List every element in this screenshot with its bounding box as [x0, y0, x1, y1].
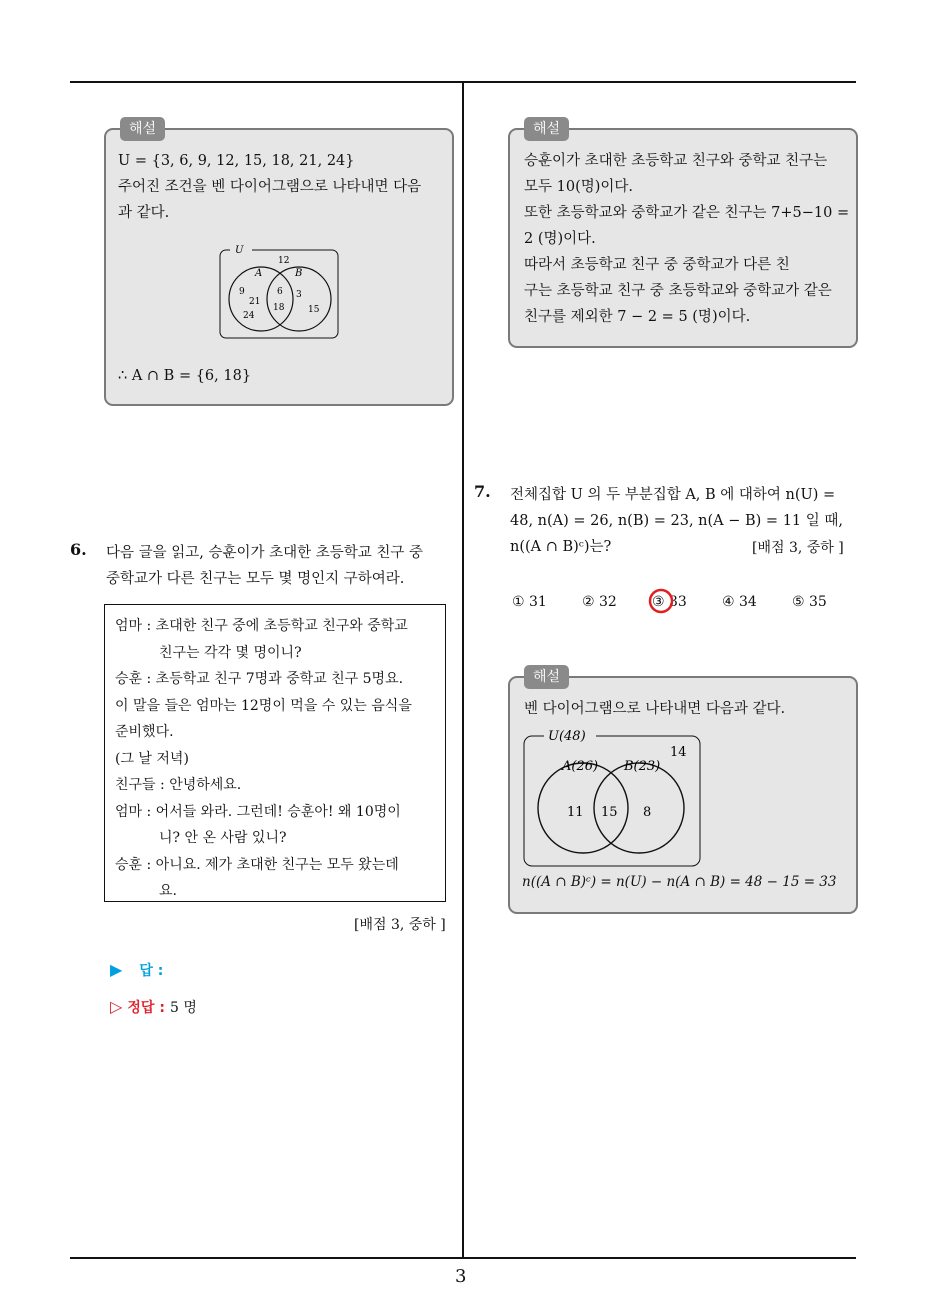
story-line: 엄마 : 초대한 친구 중에 초등학교 친구와 중학교 — [115, 618, 408, 634]
solution-line: 승훈이가 초대한 초등학교 친구와 중학교 친구는 — [524, 153, 828, 169]
question-number-7: 7. — [474, 482, 491, 501]
story-line: 니? 안 온 사람 있니? — [159, 830, 287, 846]
solution-line: 따라서 초등학교 친구 중 중학교가 다른 친 — [524, 257, 790, 273]
story-line: (그 날 저녁) — [115, 750, 189, 767]
venn-value: 24 — [243, 311, 255, 321]
solution-text: 벤 다이어그램으로 나타내면 다음과 같다. — [524, 701, 786, 717]
solution-text: 과 같다. — [118, 205, 170, 221]
venn-diagram-q5 — [218, 244, 344, 340]
story-line: 승훈 : 초등학교 친구 7명과 중학교 친구 5명요. — [115, 671, 404, 687]
column-divider — [462, 82, 464, 1258]
venn-value: 12 — [278, 256, 290, 266]
venn-value: 3 — [296, 290, 302, 300]
venn-value: 6 — [277, 287, 283, 297]
correct-label: 정답 : — [127, 1000, 165, 1016]
solution-line: 2 (명)이다. — [524, 231, 596, 247]
venn-label-A: A — [255, 268, 263, 279]
story-box — [104, 604, 446, 902]
question-number-6: 6. — [70, 540, 87, 559]
venn-value: 14 — [670, 745, 687, 760]
choice-2[interactable]: ② 32 — [582, 594, 617, 610]
question-text: 다음 글을 읽고, 승훈이가 초대한 초등학교 친구 중 — [106, 545, 424, 561]
venn-diagram-q7 — [522, 728, 702, 868]
answer-choices — [512, 594, 852, 616]
venn-label-B: B(23) — [624, 759, 661, 774]
question-text: 전체집합 U 의 두 부분집합 A, B 에 대하여 n(U) = — [510, 487, 836, 503]
conclusion-text: ∴ A ∩ B = {6, 18} — [118, 368, 252, 384]
correct-arrow-icon: ▷ — [110, 997, 123, 1016]
venn-label-U: U(48) — [548, 729, 586, 744]
universal-set-line: U = {3, 6, 9, 12, 15, 18, 21, 24} — [118, 153, 355, 169]
venn-label-U: U — [235, 245, 244, 256]
answer-label: 답 : — [139, 963, 164, 979]
solution-line: 또한 초등학교와 중학교가 같은 친구는 7+5−10 = — [524, 205, 850, 221]
story-line: 친구들 : 안녕하세요. — [115, 777, 242, 793]
correct-value: 5 명 — [170, 1000, 197, 1016]
solution-tag: 해설 — [524, 117, 569, 141]
venn-value: 21 — [249, 297, 261, 307]
solution-text: 주어진 조건을 벤 다이어그램으로 나타내면 다음 — [118, 179, 422, 195]
selected-mark-icon — [647, 587, 675, 615]
score-label: [배점 3, 중하 ] — [354, 917, 446, 933]
story-line: 승훈 : 아니요. 제가 초대한 친구는 모두 왔는데 — [115, 856, 399, 873]
solution-tag: 해설 — [120, 117, 165, 141]
answer-row — [110, 960, 163, 980]
solution-line: 모두 10(명)이다. — [524, 179, 634, 195]
solution-lines — [524, 148, 854, 330]
solution-tag: 해설 — [524, 665, 569, 689]
choice-1[interactable]: ① 31 — [512, 594, 547, 610]
choice-3[interactable]: ③ 33 — [652, 594, 687, 610]
venn-value: 15 — [601, 805, 618, 820]
page-number: 3 — [455, 1266, 467, 1287]
story-line: 친구는 각각 몇 명이니? — [159, 644, 302, 661]
score-label: [배점 3, 중하 ] — [752, 540, 844, 556]
formula-text: n((A ∩ B)ᶜ) = n(U) − n(A ∩ B) = 48 − 15 = 33 — [522, 874, 837, 890]
venn-value: 15 — [308, 305, 320, 315]
solution-line: 친구를 제외한 7 − 2 = 5 (명)이다. — [524, 309, 751, 325]
story-line: 엄마 : 어서들 와라. 그런데! 승훈아! 왜 10명이 — [115, 803, 401, 820]
story-line: 준비했다. — [115, 724, 174, 740]
venn-label-A: A(26) — [562, 759, 599, 774]
story-line: 이 말을 들은 엄마는 12명이 먹을 수 있는 음식을 — [115, 697, 412, 714]
venn-label-B: B — [295, 268, 303, 279]
venn-value: 8 — [643, 805, 652, 820]
question-text: 48, n(A) = 26, n(B) = 23, n(A − B) = 11 일 때, — [510, 513, 843, 529]
question-text: 중학교가 다른 친구는 모두 몇 명인지 구하여라. — [106, 571, 405, 587]
correct-answer-row — [110, 997, 197, 1017]
venn-value: 18 — [273, 303, 285, 313]
venn-value: 9 — [239, 287, 245, 297]
question-text: n((A ∩ B)ᶜ)는? — [510, 539, 612, 555]
choice-4[interactable]: ④ 34 — [722, 594, 757, 610]
solution-box-q5 — [104, 121, 454, 406]
answer-arrow-icon: ▶ — [110, 960, 123, 979]
solution-line: 구는 초등학교 친구 중 초등학교와 중학교가 같은 — [524, 283, 832, 299]
solution-box-q7 — [508, 669, 858, 914]
venn-value: 11 — [567, 805, 584, 820]
story-line: 요. — [159, 883, 177, 899]
choice-5[interactable]: ⑤ 35 — [792, 594, 827, 610]
solution-box-q6 — [508, 121, 858, 348]
